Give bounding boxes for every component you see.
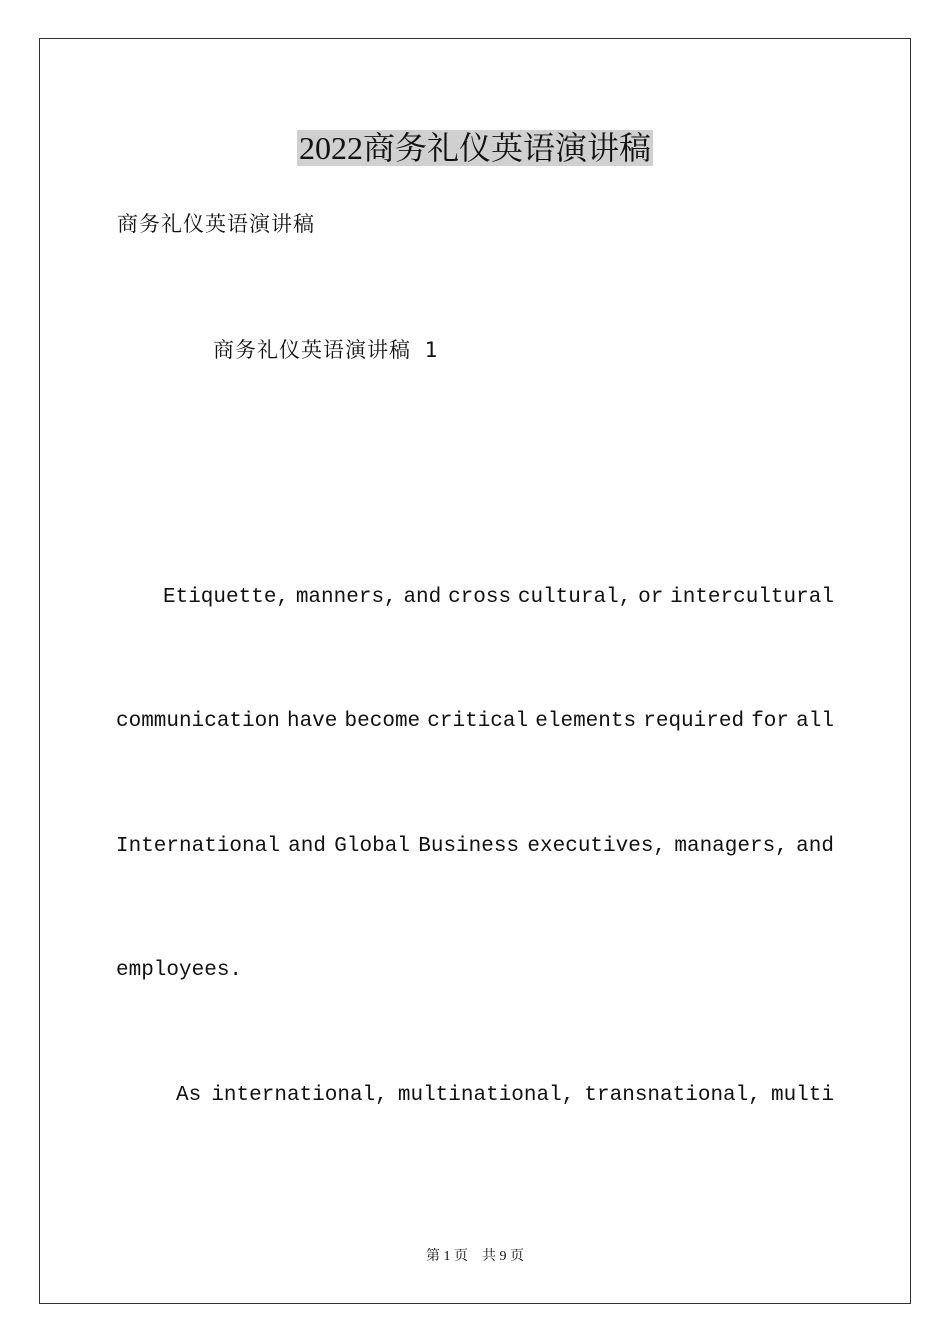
word: International: [116, 835, 280, 858]
word: Business: [418, 835, 520, 858]
word: Etiquette,: [163, 586, 290, 609]
word: intercultural: [670, 586, 834, 609]
paragraph-1-line-3: [116, 832, 834, 862]
word: and: [403, 586, 442, 609]
word: have: [286, 710, 338, 733]
word: communication: [116, 710, 280, 733]
word: manners,: [295, 586, 397, 609]
paragraph-2-line-1: [176, 1081, 834, 1111]
word: and: [796, 835, 834, 858]
word: and: [288, 835, 326, 858]
word: Global: [334, 835, 410, 858]
word: multi: [770, 1084, 834, 1107]
document-title: [0, 126, 950, 170]
paragraph-1-line-4: employees.: [116, 959, 243, 982]
word: or: [638, 586, 664, 609]
word: cultural,: [517, 586, 632, 609]
word: executives,: [527, 835, 667, 858]
document-title-text: 2022商务礼仪英语演讲稿: [298, 130, 651, 166]
paragraph-1-line-1: [163, 583, 834, 613]
word: required: [643, 710, 745, 733]
word: managers,: [674, 835, 788, 858]
word: for: [751, 710, 790, 733]
word: As: [176, 1084, 202, 1107]
word: all: [796, 710, 834, 733]
word: critical: [427, 710, 529, 733]
page-footer: 第 1 页 共 9 页: [426, 1249, 524, 1264]
word: elements: [535, 710, 637, 733]
paragraph-1-line-2: [116, 707, 834, 737]
word: multinational,: [397, 1084, 575, 1107]
document-subtitle: 商务礼仪英语演讲稿: [117, 212, 315, 236]
word: transnational,: [584, 1084, 761, 1107]
word: cross: [448, 586, 512, 609]
word: international,: [211, 1084, 388, 1107]
section-heading: 商务礼仪英语演讲稿 1: [213, 338, 439, 362]
word: become: [344, 710, 421, 733]
